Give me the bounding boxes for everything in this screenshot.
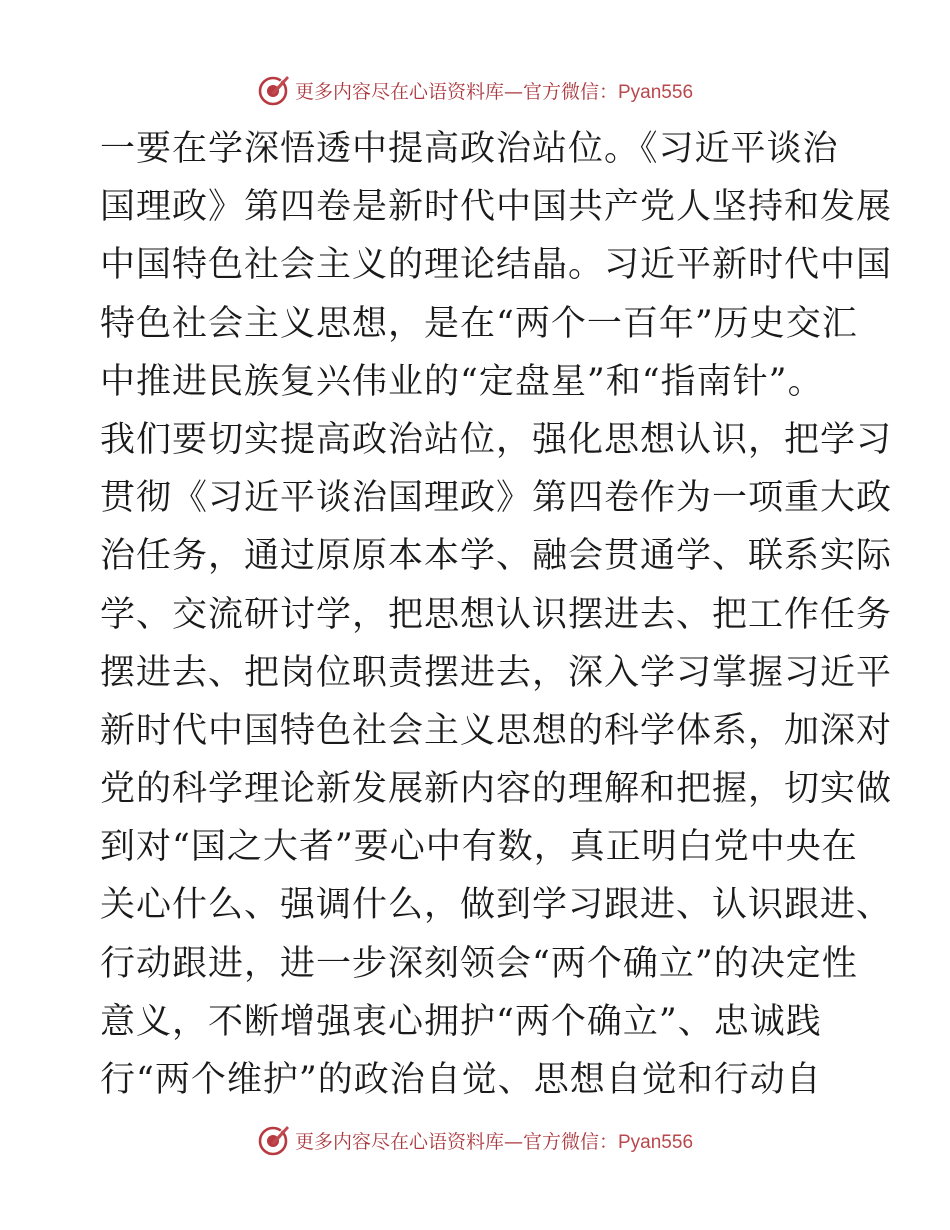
text-line: 我们要切实提高政治站位，强化思想认识，把学习	[100, 419, 893, 460]
text-line: 党的科学理论新发展新内容的理解和把握，切实做	[100, 769, 893, 810]
text-line: 中国特色社会主义的理论结晶。习近平新时代中国	[100, 245, 893, 286]
banner-text	[295, 1127, 693, 1154]
text-line: 意义，不断增强衷心拥护“两个确立”、忠诚践	[100, 1001, 822, 1042]
text-line: 治任务，通过原原本本学、融会贯通学、联系实际	[100, 536, 893, 577]
banner-dash: —	[503, 80, 523, 103]
text-line: 新时代中国特色社会主义思想的科学体系，加深对	[100, 710, 893, 751]
text-line: 关心什么、强调什么，做到学习跟进、认识跟进、	[100, 885, 893, 926]
banner-wechat-id: Pyan556	[618, 1131, 694, 1153]
banner-wechat-label: 官方微信：	[522, 1130, 618, 1153]
text-line: 行动跟进，进一步深刻领会“两个确立”的决定性	[100, 943, 858, 984]
banner-site-name: 更多内容尽在心语资料库	[294, 80, 504, 103]
text-line: 中推进民族复兴伟业的“定盘星”和“指南针”。	[100, 361, 824, 402]
banner-text	[295, 77, 693, 104]
banner-wechat-id: Pyan556	[618, 81, 694, 103]
text-line: 国理政》第四卷是新时代中国共产党人坚持和发展	[100, 187, 893, 228]
text-line: 特色社会主义思想，是在“两个一百年”历史交汇	[100, 303, 858, 344]
text-line: 学、交流研讨学，把思想认识摆进去、把工作任务	[100, 594, 893, 635]
quill-logo-icon	[257, 73, 291, 107]
banner-site-name: 更多内容尽在心语资料库	[294, 1130, 504, 1153]
text-line: 贯彻《习近平谈治国理政》第四卷作为一项重大政	[100, 478, 893, 519]
body-text	[100, 120, 893, 1109]
banner-dash: —	[503, 1130, 523, 1153]
text-line: 一要在学深悟透中提高政治站位。《习近平谈治	[100, 129, 839, 169]
header-banner	[0, 70, 950, 110]
banner-wechat-label: 官方微信：	[522, 80, 618, 103]
text-line: 行“两个维护”的政治自觉、思想自觉和行动自	[100, 1060, 822, 1100]
footer-banner	[0, 1120, 950, 1160]
quill-logo-icon	[257, 1123, 291, 1157]
text-line: 摆进去、把岗位职责摆进去，深入学习掌握习近平	[100, 652, 893, 693]
text-line: 到对“国之大者”要心中有数，真正明白党中央在	[100, 827, 858, 868]
